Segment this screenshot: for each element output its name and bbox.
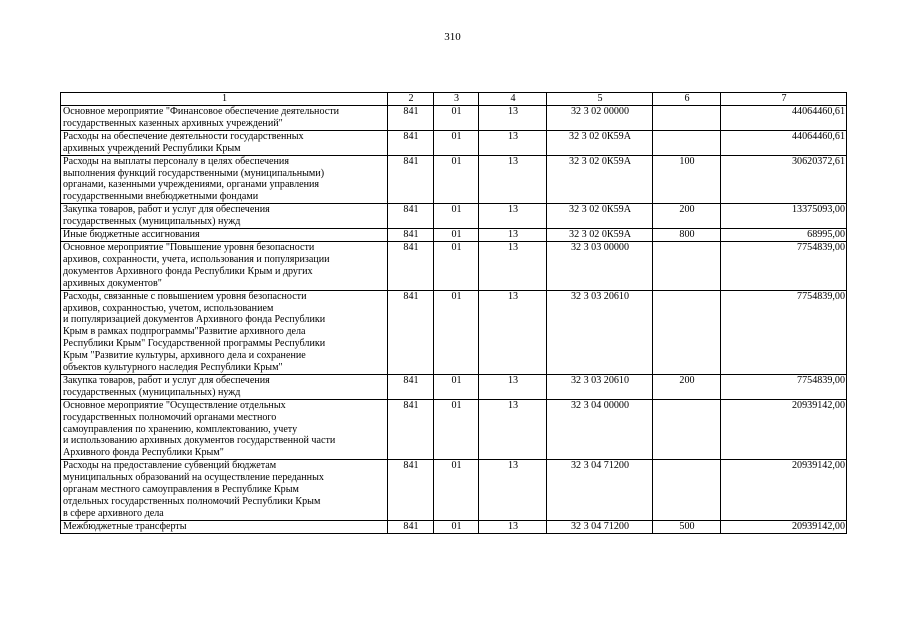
- row-name-cell: [61, 460, 388, 521]
- expense-type-cell: [653, 106, 721, 131]
- table-row: [61, 460, 847, 521]
- expense-type-cell: [653, 399, 721, 460]
- amount-cell: 7754839,00: [721, 290, 847, 374]
- ministry-code-cell: 841: [388, 204, 434, 229]
- row-name-line: Основное мероприятие "Повышение уровня безопасности: [63, 241, 315, 253]
- row-name-line: государственных (муниципальных) нужд: [63, 386, 241, 398]
- row-name-line: Межбюджетные трансферты: [63, 520, 187, 532]
- row-name-line: органам местного самоуправления в Республике Крым: [63, 484, 299, 496]
- row-name-line: Закупка товаров, работ и услуг для обеспечения: [63, 204, 270, 216]
- row-name-cell: [61, 106, 388, 131]
- row-name-line: муниципальных образований на осуществление переданных: [63, 472, 324, 484]
- expense-type-cell: [653, 241, 721, 290]
- target-article-cell: 32 3 02 0К59А: [547, 229, 653, 242]
- subsection-code-cell: 13: [479, 290, 547, 374]
- target-article-cell: 32 3 04 71200: [547, 460, 653, 521]
- row-name-line: государственных полномочий органами местного: [63, 411, 277, 423]
- expense-type-cell: 100: [653, 155, 721, 204]
- ministry-code-cell: 841: [388, 130, 434, 155]
- row-name-line: архивов, сохранности, учета, использования и популяризации: [63, 253, 330, 265]
- header-cell-1: 1: [61, 93, 388, 106]
- header-cell-3: 3: [434, 93, 479, 106]
- ministry-code-cell: 841: [388, 241, 434, 290]
- page-number: 310: [444, 31, 461, 43]
- expense-type-cell: [653, 130, 721, 155]
- amount-cell: 20939142,00: [721, 520, 847, 533]
- target-article-cell: 32 3 02 00000: [547, 106, 653, 131]
- header-cell-7: 7: [721, 93, 847, 106]
- ministry-code-cell: 841: [388, 290, 434, 374]
- target-article-cell: 32 3 03 20610: [547, 374, 653, 399]
- row-name-cell: [61, 155, 388, 204]
- row-name-line: архивных документов": [63, 277, 162, 289]
- target-article-cell: 32 3 03 00000: [547, 241, 653, 290]
- row-name-line: самоуправления по хранению, комплектованию, учету: [63, 423, 298, 435]
- ministry-code-cell: 841: [388, 229, 434, 242]
- amount-cell: 7754839,00: [721, 374, 847, 399]
- row-name-line: архивов, сохранностью, учетом, использованием: [63, 302, 274, 314]
- amount-cell: 44064460,61: [721, 130, 847, 155]
- ministry-code-cell: 841: [388, 155, 434, 204]
- target-article-cell: 32 3 02 0К59А: [547, 204, 653, 229]
- amount-cell: 30620372,61: [721, 155, 847, 204]
- row-name-line: государственных (муниципальных) нужд: [63, 216, 241, 228]
- amount-cell: 44064460,61: [721, 106, 847, 131]
- table-row: [61, 106, 847, 131]
- table-row: [61, 374, 847, 399]
- table-row: [61, 204, 847, 229]
- section-code-cell: 01: [434, 204, 479, 229]
- subsection-code-cell: 13: [479, 130, 547, 155]
- subsection-code-cell: 13: [479, 204, 547, 229]
- row-name-line: Основное мероприятие "Финансовое обеспечение деятельности: [63, 106, 340, 117]
- amount-cell: 68995,00: [721, 229, 847, 242]
- row-name-cell: [61, 520, 388, 533]
- row-name-line: органами, казенными учреждениями, органами управления: [63, 179, 320, 191]
- section-code-cell: 01: [434, 155, 479, 204]
- subsection-code-cell: 13: [479, 229, 547, 242]
- expense-type-cell: [653, 460, 721, 521]
- row-name-line: Крым в рамках подпрограммы"Развитие архивного дела: [63, 326, 306, 338]
- section-code-cell: 01: [434, 106, 479, 131]
- table-row: [61, 290, 847, 374]
- subsection-code-cell: 13: [479, 241, 547, 290]
- row-name-line: Расходы на предоставление субвенций бюджетам: [63, 460, 277, 472]
- subsection-code-cell: 13: [479, 374, 547, 399]
- row-name-line: выполнения функций государственными (муниципальными): [63, 167, 325, 179]
- row-name-line: отдельных государственных полномочий Республики Крым: [63, 496, 321, 507]
- section-code-cell: 01: [434, 520, 479, 533]
- row-name-line: Расходы на обеспечение деятельности государственных: [63, 130, 304, 142]
- section-code-cell: 01: [434, 130, 479, 155]
- table-row: [61, 399, 847, 460]
- subsection-code-cell: 13: [479, 155, 547, 204]
- section-code-cell: 01: [434, 460, 479, 521]
- target-article-cell: 32 3 04 71200: [547, 520, 653, 533]
- row-name-line: Закупка товаров, работ и услуг для обеспечения: [63, 374, 270, 386]
- expense-type-cell: [653, 290, 721, 374]
- row-name-line: объектов культурного наследия Республики Крым": [63, 362, 283, 374]
- row-name-line: и использованию архивных документов государственной части: [63, 435, 336, 447]
- row-name-cell: [61, 204, 388, 229]
- row-name-cell: [61, 241, 388, 290]
- budget-table: [60, 92, 847, 534]
- header-cell-5: 5: [547, 93, 653, 106]
- header-row: [61, 93, 847, 106]
- table-row: [61, 229, 847, 242]
- amount-cell: 20939142,00: [721, 460, 847, 521]
- row-name-line: Архивного фонда Республики Крым": [63, 447, 224, 459]
- ministry-code-cell: 841: [388, 460, 434, 521]
- row-name-line: Крым "Развитие культуры, архивного дела и сохранение: [63, 350, 306, 362]
- expense-type-cell: 200: [653, 374, 721, 399]
- section-code-cell: 01: [434, 290, 479, 374]
- row-name-line: государственными внебюджетными фондами: [63, 191, 259, 203]
- section-code-cell: 01: [434, 229, 479, 242]
- row-name-line: Республики Крым" Государственной программы Республики: [63, 338, 326, 350]
- header-cell-2: 2: [388, 93, 434, 106]
- header-cell-6: 6: [653, 93, 721, 106]
- row-name-line: Расходы, связанные с повышением уровня безопасности: [63, 290, 307, 302]
- subsection-code-cell: 13: [479, 106, 547, 131]
- table-body: [61, 106, 847, 534]
- row-name-line: Иные бюджетные ассигнования: [63, 229, 200, 241]
- amount-cell: 13375093,00: [721, 204, 847, 229]
- section-code-cell: 01: [434, 399, 479, 460]
- row-name-line: документов Архивного фонда Республики Крым и других: [63, 265, 313, 277]
- table-header: [61, 93, 847, 106]
- row-name-cell: [61, 130, 388, 155]
- row-name-cell: [61, 399, 388, 460]
- ministry-code-cell: 841: [388, 374, 434, 399]
- subsection-code-cell: 13: [479, 520, 547, 533]
- row-name-cell: [61, 290, 388, 374]
- target-article-cell: 32 3 03 20610: [547, 290, 653, 374]
- target-article-cell: 32 3 02 0К59А: [547, 155, 653, 204]
- row-name-line: Расходы на выплаты персоналу в целях обеспечения: [63, 155, 289, 167]
- row-name-line: в сфере архивного дела: [63, 507, 164, 519]
- table-row: [61, 155, 847, 204]
- row-name-cell: [61, 374, 388, 399]
- row-name-cell: [61, 229, 388, 242]
- row-name-line: государственных казенных архивных учреждений": [63, 117, 283, 129]
- row-name-line: Основное мероприятие "Осуществление отдельных: [63, 399, 286, 411]
- subsection-code-cell: 13: [479, 399, 547, 460]
- target-article-cell: 32 3 02 0К59А: [547, 130, 653, 155]
- table-row: [61, 241, 847, 290]
- target-article-cell: 32 3 04 00000: [547, 399, 653, 460]
- expense-type-cell: 800: [653, 229, 721, 242]
- table-row: [61, 130, 847, 155]
- table-row: [61, 520, 847, 533]
- expense-type-cell: 500: [653, 520, 721, 533]
- section-code-cell: 01: [434, 374, 479, 399]
- header-cell-4: 4: [479, 93, 547, 106]
- row-name-line: архивных учреждений Республики Крым: [63, 142, 241, 154]
- amount-cell: 7754839,00: [721, 241, 847, 290]
- ministry-code-cell: 841: [388, 520, 434, 533]
- amount-cell: 20939142,00: [721, 399, 847, 460]
- ministry-code-cell: 841: [388, 106, 434, 131]
- subsection-code-cell: 13: [479, 460, 547, 521]
- section-code-cell: 01: [434, 241, 479, 290]
- row-name-line: и популяризацией документов Архивного фонда Республики: [63, 314, 326, 326]
- ministry-code-cell: 841: [388, 399, 434, 460]
- expense-type-cell: 200: [653, 204, 721, 229]
